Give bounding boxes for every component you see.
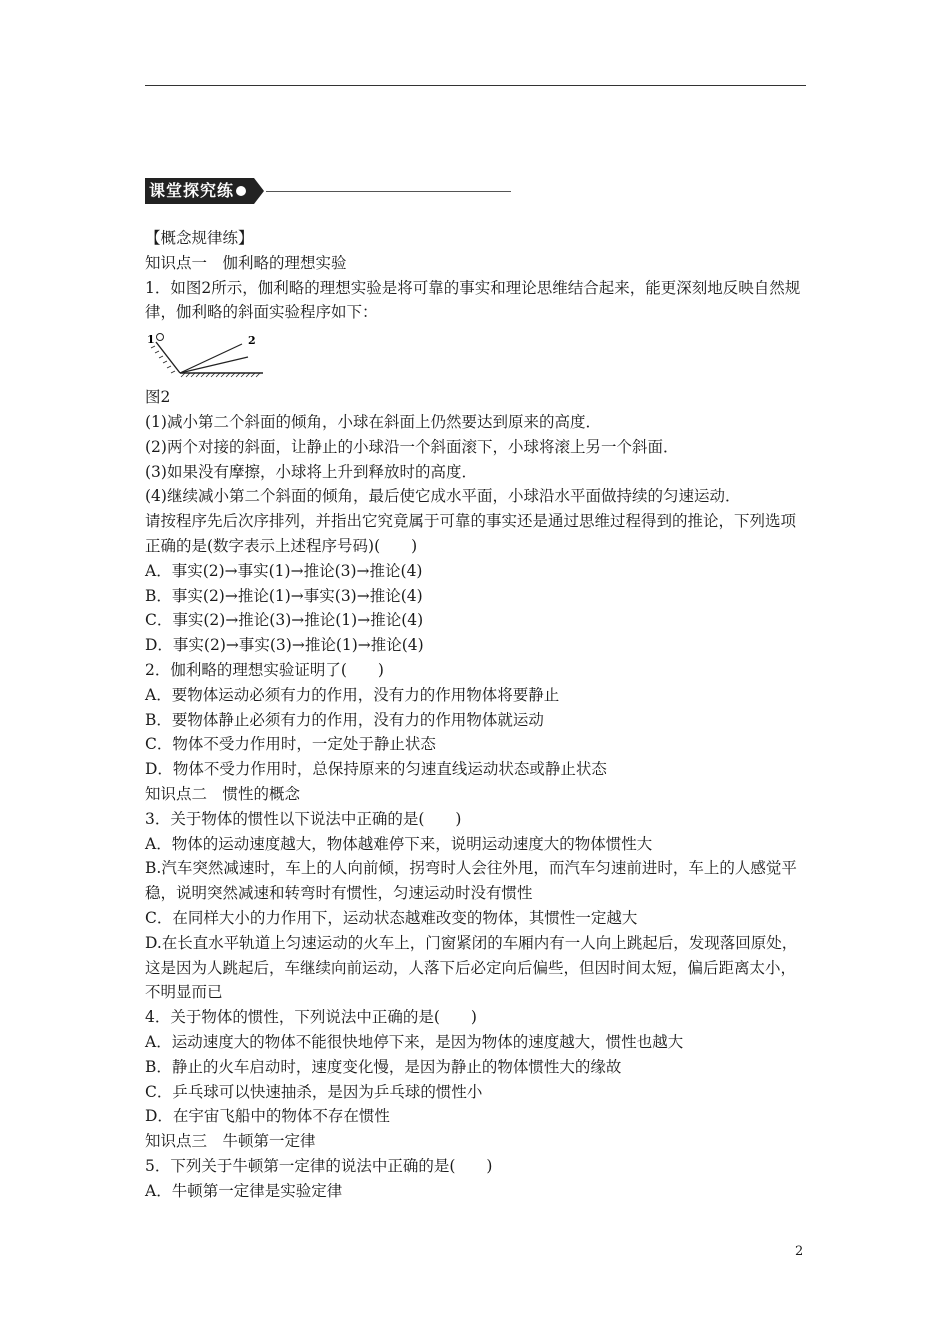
question-3-option-c: C．在同样大小的力作用下，运动状态越难改变的物体，其惯性一定越大: [145, 908, 638, 927]
figure-caption: 图2: [145, 388, 171, 407]
question-2-option-a: A．要物体运动必须有力的作用，没有力的作用物体将要静止: [145, 685, 560, 704]
question-2-stem: 2．伽利略的理想实验证明了( ): [145, 660, 384, 679]
question-4-option-d: D．在宇宙飞船中的物体不存在惯性: [145, 1107, 390, 1126]
section-title: 【概念规律练】: [145, 229, 254, 247]
figure-2-incline-diagram: [145, 325, 808, 385]
question-3-option-d: D.在长直水平轨道上匀速运动的火车上，门窗紧闭的车厢内有一人向上跳起后，发现落回原处，这是因为人跳起后，车继续向前运动，人落下后必定向后偏些，但因时间太短，偏后距离太小，不明显而已: [145, 933, 798, 1002]
page-content: [145, 226, 808, 1203]
figure-label-1: 1: [147, 333, 155, 347]
question-4-stem: 4．关于物体的惯性，下列说法中正确的是( ): [145, 1008, 477, 1027]
question-1-option-d: D．事实(2)→事实(3)→推论(1)→推论(4): [145, 636, 424, 655]
question-1-option-a: A．事实(2)→事实(1)→推论(3)→推论(4): [145, 561, 423, 580]
ball-icon: [157, 334, 164, 341]
page-number: 2: [795, 1244, 804, 1259]
question-3-stem: 3．关于物体的惯性以下说法中正确的是( ): [145, 809, 462, 828]
second-incline-shallow: [180, 357, 248, 373]
header-rule: [145, 85, 806, 86]
question-3-option-a: A．物体的运动速度越大，物体越难停下来，说明运动速度大的物体惯性大: [145, 834, 653, 853]
banner-rule: [266, 191, 511, 192]
question-1-step: (1)减小第二个斜面的倾角，小球在斜面上仍然要达到原来的高度．: [145, 412, 601, 431]
banner-arrow-icon: [254, 178, 264, 204]
question-4-option-c: C．乒乓球可以快速抽杀，是因为乒乓球的惯性小: [145, 1082, 483, 1101]
question-3-option-b: B.汽车突然减速时，车上的人向前倾，拐弯时人会往外甩，而汽车匀速前进时，车上的人感觉平稳，说明突然减速和转弯时有惯性，匀速运动时没有惯性: [145, 859, 797, 903]
incline-diagram: [145, 329, 270, 385]
question-2-option-b: B．要物体静止必须有力的作用，没有力的作用物体就运动: [145, 710, 544, 729]
second-incline-steep: [180, 344, 242, 373]
section-banner-label: 课堂探究练: [145, 178, 254, 204]
question-1-step: (2)两个对接的斜面，让静止的小球沿一个斜面滚下，小球将滚上另一个斜面．: [145, 437, 679, 456]
question-2-option-d: D．物体不受力作用时，总保持原来的匀速直线运动状态或静止状态: [145, 760, 607, 779]
question-2-option-c: C．物体不受力作用时，一定处于静止状态: [145, 735, 436, 754]
question-1-option-c: C．事实(2)→推论(3)→推论(1)→推论(4): [145, 611, 424, 630]
question-1-step: (4)继续减小第二个斜面的倾角，最后使它成水平面，小球沿水平面做持续的匀速运动．: [145, 487, 741, 506]
question-4-option-b: B．静止的火车启动时，速度变化慢，是因为静止的物体惯性大的缘故: [145, 1057, 622, 1076]
question-1-step: (3)如果没有摩擦，小球将上升到释放时的高度．: [145, 462, 477, 481]
question-1-prompt: 请按程序先后次序排列，并指出它究竟属于可靠的事实还是通过思维过程得到的推论，下列选项正确的是(数字表示上述程序号码)( ): [145, 512, 797, 555]
question-5-stem: 5．下列关于牛顿第一定律的说法中正确的是( ): [145, 1156, 493, 1175]
question-1-option-b: B．事实(2)→推论(1)→事实(3)→推论(4): [145, 586, 423, 605]
figure-label-2: 2: [248, 334, 256, 348]
bullet-dot-icon: [236, 186, 246, 196]
question-5-option-a: A．牛顿第一定律是实验定律: [145, 1181, 343, 1200]
question-4-option-a: A．运动速度大的物体不能很快地停下来，是因为物体的速度越大，惯性也越大: [145, 1032, 684, 1051]
section-banner: [145, 178, 511, 204]
knowledge-point-1-title: 知识点一 伽利略的理想实验: [145, 253, 347, 272]
knowledge-point-3-title: 知识点三 牛顿第一定律: [145, 1132, 316, 1151]
knowledge-point-2-title: 知识点二 惯性的概念: [145, 784, 301, 803]
question-1-stem: 1．如图2所示，伽利略的理想实验是将可靠的事实和理论思维结合起来，能更深刻地反映自然规律，伽利略的斜面实验程序如下：: [145, 278, 801, 322]
